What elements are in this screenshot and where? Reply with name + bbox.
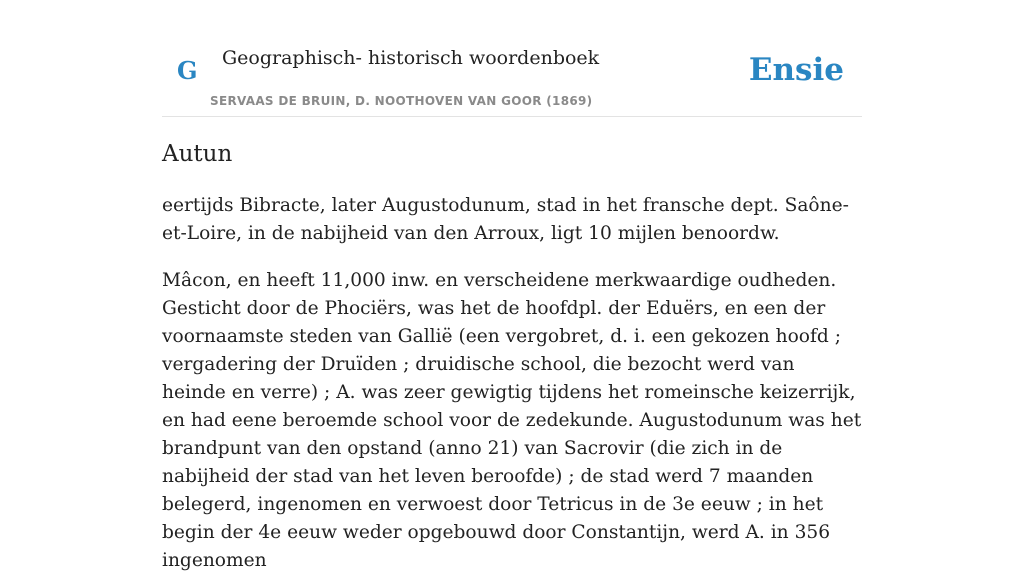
book-title-link[interactable]: Geographisch- historisch woordenboek bbox=[222, 47, 600, 69]
entry-paragraph-2: Mâcon, en heeft 11,000 inw. en verscheidene merkwaardige oudheden. Gesticht door de Phociërs, was het de hoofdpl. der Eduërs, en een der voornaamste steden van Gallië (een vergobret, d. i. een gekozen hoofd ; vergadering der Druïden ; druidische school, die bezocht werd van heinde en verre) ; A. was zeer gewigtig tijdens het romeinsche keizerrijk, en had eene beroemde school voor de zedekunde. Augustodunum was het brandpunt van den opstand (anno 21) van Sacrovir (die zich in de nabijheid der stad van het leven beroofde) ; de stad werd 7 maanden belegerd, ingenomen en verwoest door Tetricus in de 3e eeuw ; in het begin der 4e eeuw weder opgebouwd door Constantijn, werd A. in 356 ingenomen bbox=[162, 270, 862, 571]
page-container bbox=[162, 0, 862, 571]
dictionary-logo-icon[interactable]: G bbox=[177, 56, 198, 85]
page-header bbox=[162, 0, 862, 117]
entry-title: Autun bbox=[162, 141, 233, 167]
entry-paragraph-1: eertijds Bibracte, later Augustodunum, stad in het fransche dept. Saône-et-Loire, in de nabijheid van den Arroux, ligt 10 mijlen benoordw. bbox=[162, 195, 849, 244]
ensie-brand-logo[interactable]: Ensie bbox=[748, 52, 844, 88]
book-authors: SERVAAS DE BRUIN, D. NOOTHOVEN VAN GOOR (1869) bbox=[210, 94, 593, 108]
